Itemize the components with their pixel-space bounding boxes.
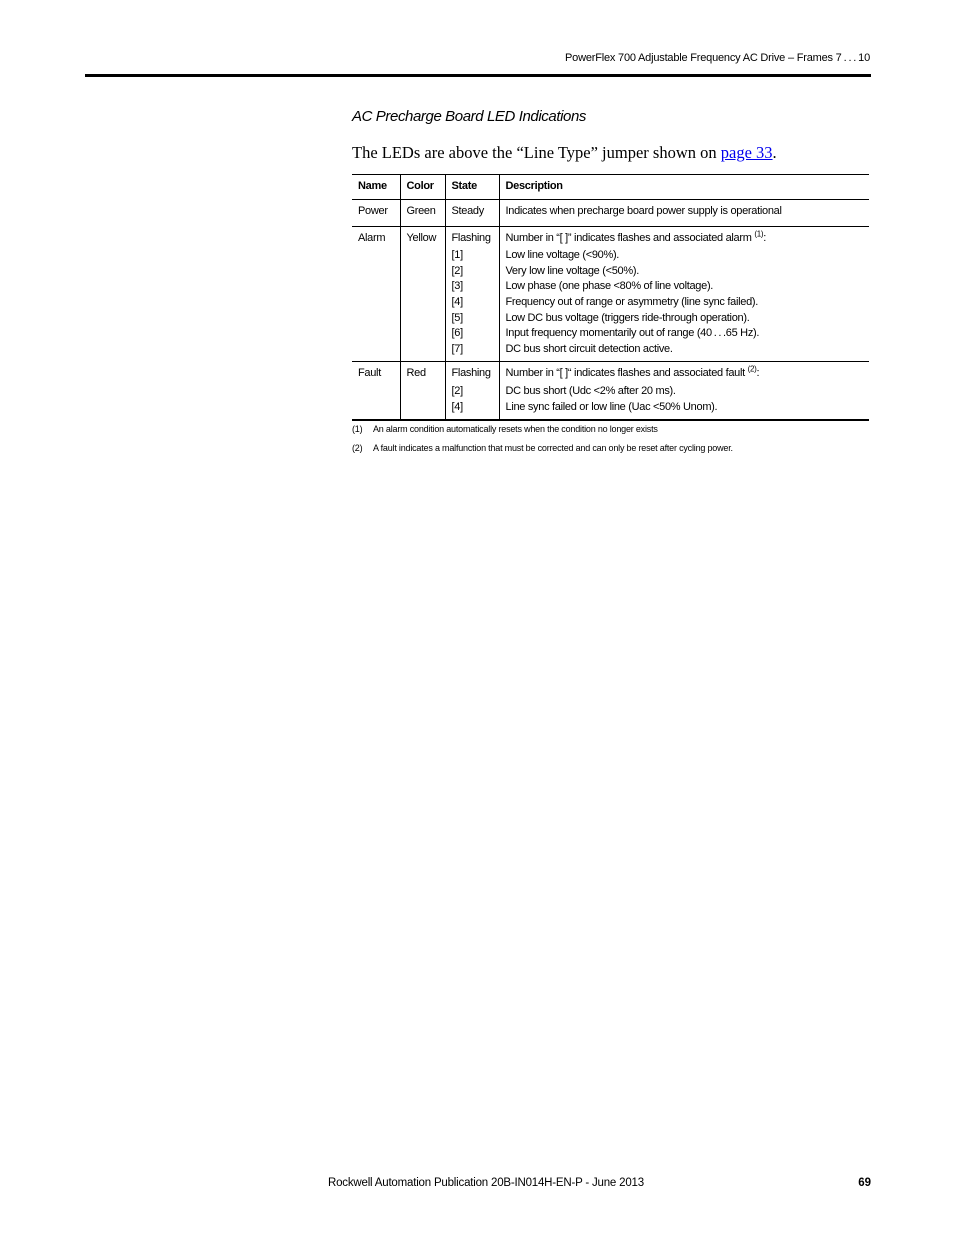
led-name-cell: Alarm [352, 226, 400, 362]
intro-end: . [772, 143, 777, 162]
led-state-cell [445, 226, 499, 362]
code-description: Low DC bus voltage (triggers ride-through operation). [505, 311, 750, 324]
flash-code: [4] [451, 400, 463, 413]
code-description: Very low line voltage (<50%). [505, 264, 639, 277]
code-description: Low line voltage (<90%). [505, 249, 620, 262]
header-color: Color [400, 175, 445, 200]
header-name: Name [352, 175, 400, 200]
led-state: Flashing [451, 231, 491, 244]
flash-code: [5] [451, 311, 463, 324]
flash-code: [2] [451, 384, 463, 397]
running-header: PowerFlex 700 Adjustable Frequency AC Drive – Frames 7 . . . 10 [565, 52, 870, 64]
flash-code: [1] [451, 249, 463, 262]
footnote-ref: (2) [747, 364, 757, 374]
header-description: Description [499, 175, 869, 200]
led-description-cell [499, 226, 869, 362]
led-state: Flashing [451, 367, 491, 380]
description-lead: Number in “[ ]“ indicates flashes and associated fault $^{(2)}$: [505, 364, 760, 380]
code-description: Input frequency momentarily out of range (40 . . .65 Hz). [505, 327, 760, 340]
description-lead: Indicates when precharge board power supply is operational [505, 205, 782, 217]
flash-code: [6] [451, 327, 463, 340]
intro-text: The LEDs are above the “Line Type” jumper shown on [352, 143, 721, 162]
page-33-link[interactable]: page 33 [720, 143, 773, 162]
footnote-mark: (2) [352, 443, 363, 453]
code-description: Frequency out of range or asymmetry (line sync failed). [505, 295, 759, 308]
led-name-cell: Fault [352, 362, 400, 420]
led-color-cell: Red [400, 362, 445, 420]
code-description: Line sync failed or low line (Uac <50% Unom). [505, 400, 718, 413]
footnote [352, 443, 869, 462]
table-row [352, 200, 869, 227]
led-description-cell [499, 362, 869, 420]
code-description: DC bus short circuit detection active. [505, 342, 673, 355]
led-state-cell [445, 200, 499, 227]
footnote-ref: (1) [754, 228, 764, 238]
page-number: 69 [858, 1177, 871, 1189]
led-name-cell: Power [352, 200, 400, 227]
header-state: State [445, 175, 499, 200]
description-lead: Number in “[ ]” indicates flashes and associated alarm $^{(1)}$: [505, 228, 766, 244]
footer-publication: Rockwell Automation Publication 20B-IN014H-EN-P - June 2013 [328, 1177, 644, 1189]
flash-code: [2] [451, 264, 463, 277]
led-color-cell: Yellow [400, 226, 445, 362]
led-state: Steady [451, 205, 484, 217]
code-description: DC bus short (Udc <2% after 20 ms). [505, 384, 676, 397]
section-title: AC Precharge Board LED Indications [352, 108, 587, 125]
led-indications-table [352, 174, 869, 421]
led-state-cell [445, 362, 499, 420]
footnote-mark: (1) [352, 424, 363, 434]
header-rule [85, 74, 871, 77]
footnotes [352, 424, 869, 462]
led-description-cell [499, 200, 869, 227]
footnote-text: An alarm condition automatically resets when the condition no longer exists [373, 424, 658, 434]
footnote [352, 424, 869, 443]
flash-code: [7] [451, 342, 463, 355]
table-row [352, 226, 869, 362]
led-color-cell: Green [400, 200, 445, 227]
footnote-text: A fault indicates a malfunction that must be corrected and can only be reset after cycling power. [373, 443, 733, 453]
flash-code: [3] [451, 280, 463, 293]
table-row [352, 362, 869, 420]
table-header-row [352, 175, 869, 200]
code-description: Low phase (one phase <80% of line voltage). [505, 280, 714, 293]
intro-paragraph [352, 143, 777, 163]
flash-code: [4] [451, 295, 463, 308]
